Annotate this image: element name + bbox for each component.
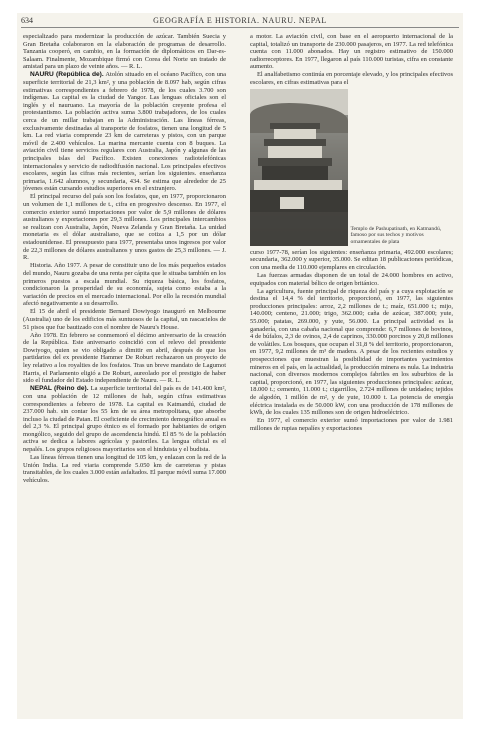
- paragraph-nauru-melbourne: El 15 de abril el presidente Bernard Dowiyogo inauguró en Melbourne (Australia) uno de los edificios más suntuosos de la capital, un rascacielos de 51 pisos que fue bautizado con el nombre de Nauru's House.: [23, 308, 226, 331]
- paragraph-nepal-transport: Las líneas férreas tienen una longitud de 105 km, y enlazan con la red de la Unión India. La red viaria comprende 5.050 km de carreteras y pistas transitables, de los cuales 3.000 están asfaltados. El parque móvil suma 17.000 vehículos.: [23, 454, 226, 484]
- paragraph-nepal-aviation: a motor. La aviación civil, con base en el aeropuerto internacional de la capital, totalizó un transporte de 230.000 pasajeros, en 1977. La red telefónica cuenta con 11.000 abonados. Hay un registro estimativo de 150.000 radiorreceptores. En 1977, llegaron al país 110.000 turistas, cifra en constante aumento.: [250, 33, 453, 71]
- paragraph-nepal-geography: [23, 385, 226, 453]
- right-column: [250, 33, 453, 717]
- page-header: [17, 13, 463, 27]
- paragraph-nauru-history-1977: Historia. Año 1977. A pesar de constituir uno de los más pequeños estados del mundo, Nauru gozaba de una renta per cápita que le situaba también en los primeros puestos a escala mundial. Su riqueza básica, los fosfatos, condicionaron la prosperidad de su economía, sujeta como estaba a la variación de precios en el mercado internacional. Por ello la recesión mundial afectó negativamente a su desarrollo.: [23, 262, 226, 308]
- paragraph-nauru-geography: [23, 71, 226, 193]
- paragraph-nepal-education-cont: curso 1977-78, serían los siguientes: enseñanza primaria, 492.000 escolares; secundaria, 362.000 y superior, 35.000. Se editan 18 publicaciones periódicas, con una media de 110.000 ejemplares en circulación.: [250, 248, 453, 271]
- running-title: GEOGRAFÍA E HISTORIA. NAURU. NEPAL: [153, 16, 327, 25]
- nauru-text-1: Atolón situado en el océano Pacífico, con una superficie territorial de 21,3 km², y una población de 8.097 hab, según cifras estimativas correspondientes a febrero de 1978, de los cuales 3.700 son indígenas. La capital es la ciudad de Yangor. Las lenguas oficiales son el inglés y el nauruano. La mayoría de la población creyente profesa el protestantismo. La población activa suma 3.800 trabajadores, de los cuales cerca de un millar trabajan en la Administración. Las líneas férreas, exclusivamente destinadas al transporte de fosfatos, tienen una longitud de 5 km. La red viaria comprende 23 km de carreteras y pistos, con un parque móvil de 2.400 vehículos. La marina mercante cuenta con 8 buques. La aviación civil tiene servicios regulares con Australia, Japón y algunas de las principales islas del Pacífico. Existen conexiones radiotelefónicas internacionales y servicio de radiodifusión nacional. Los principales efectivos escolares, según las cifras más recientes, serían los siguientes. enseñanza primaria, 1.642 alumnos, y secundaria, 434. Se estima que alrededor de 25 jóvenes están cursando estudios superiores en el extranjero.: [23, 71, 226, 193]
- temple-photo: [250, 89, 348, 246]
- figure-temple: [250, 89, 453, 246]
- entry-heading-nepal: NEPAL (Reino de).: [30, 385, 89, 393]
- nepal-text-1: La superficie territorial del país es de 141.400 km², con una población de 12 millones de hab, según cifras estimativas correspondientes a febrero de 1978. La capital es Katmandú, ciudad de 237.000 hab. sin contar los 55 km de su área metropolitana, que absorbe incluso la ciudad de Patan. El coeficiente de crecimiento demográfico anual es del 2,3 %. El principal grupo étnico es el formado por habitantes de origen mongólico, seguido del grupo de ascendencia hindú. El 85 % de la población activa se dedica a labores agrícolas y pastoriles. La lengua oficial es el nepalés. Los grupos religiosos mayoritarios son el hinduista y el budista.: [23, 385, 226, 454]
- paragraph-nepal-trade: En 1977, el comercio exterior sumó importaciones por valor de 1.981 millones de rupias nepalíes y exportaciones: [250, 417, 453, 432]
- paragraph-nauru-1978: Año 1978. En febrero se conmemoró el décimo aniversario de la creación de la República. Este aniversario coincidió con el relevo del presidente Dowiyogo, quien se vio obligado a dimitir en abril, después de que los partidarios del ex presidente Hammer De Roburt rechazaron un proyecto de ley relativo a los royalties de los fosfatos. Tras un breve mandato de Lagumot Harris, el Parlamento eligió a De Roburt, aureolado por el prestigio de haber sido el fundador del Estado independiente de Nauru. — R. L.: [23, 331, 226, 385]
- paragraph-mozambique-end: especializado para modernizar la producción de azúcar. También Suecia y Gran Bretaña colaboraron en la elaboración de programas de desarrollo. Tanzania cooperó, en cambio, en la formación de diplomáticos en Dar-es-Salaam. Finalmente, Mozambique firmó con Corea del Norte un tratado de amistad para un plazo de veinte años. — R. L.: [23, 33, 226, 71]
- paragraph-nepal-armed-forces: Las fuerzas armadas disponen de un total de 24.000 hombres en activo, equipados con material bélico de origen británico.: [250, 271, 453, 287]
- paragraph-nepal-education: El analfabetismo continúa en porcentaje elevado, y los principales efectivos escolares, en cifras estimativas para el: [250, 71, 453, 87]
- header-rule: [21, 27, 459, 28]
- left-column: [23, 33, 226, 717]
- entry-heading-nauru: NAURU (República de).: [30, 71, 104, 79]
- photo-caption: Templo de Pashupatinath, en Katmandú, famoso por sus techos y motivos ornamentales de plata: [350, 225, 442, 246]
- page-number: 634: [21, 16, 33, 25]
- document-page: [17, 13, 463, 719]
- paragraph-nauru-economy: El principal recurso del país son los fosfatos, que, en 1977, proporcionaron un volumen de 1,1 millones de t., cifra en progresivo descenso. En 1977, el comercio exterior sumó importaciones por valor de 5,9 millones de dólares australianos y exportaciones por 29,3 millones. Los principales intercambios se realizan con Australia, Japón, Nueva Zelanda y Gran Bretaña. La unidad monetaria es el dólar australiano, que se cotiza a 1,5 por un dólar estadounidense. El presupuesto para 1977, presentaba unos ingresos por valor de 22,3 millones de dólares australianos y unos gastos de 25,3 millones. — J. R.: [23, 193, 226, 262]
- paragraph-nepal-agriculture: La agricultura, fuente principal de riqueza del país y a cuya explotación se destina el 14,4 % del territorio, proporcionó, en 1977, las siguientes producciones principales: arroz, 2,2 millones de t.; maíz, 651.000 t.; mijo, 140.000; centeno, 21.000; trigo, 362.000; caña de azúcar, 387.000; yute, 55.000; patatas, 269.000, y yute, 56.000. La principal actividad es la ganadería, con una cabaña nacional que comprende: 6,7 millones de bovinos, 4 de búfalos, 2,3 de ovinos, 2,4 de caprinos, 330.000 porcinos y 20,8 millones de volátiles. Los bosques, que ocupan el 31,8 % del territorio, proporcionaron, en 1977, 9,2 millones de m³ de madera. A pesar de los recientes estudios y prospecciones que muestran la posibilidad de importantes yacimientos mineros en el país, en la actualidad, la producción minera es nula. La industria nacional, con diversos modernos complejos fabriles en los suburbios de la capital, proporcionó, en 1977, las siguientes producciones principales: azúcar, 18.000 t.; cemento, 11.000 t.; cigarrillos, 2.724 millones de unidades; tejidos de algodón, 1 millón de m², y de yute, 10.000 t. La potencia de energía eléctrica instalada es de 50.000 kW, con una producción de 178 millones de kWh, de los cuales 135 millones son de origen hidroeléctrico.: [250, 287, 453, 417]
